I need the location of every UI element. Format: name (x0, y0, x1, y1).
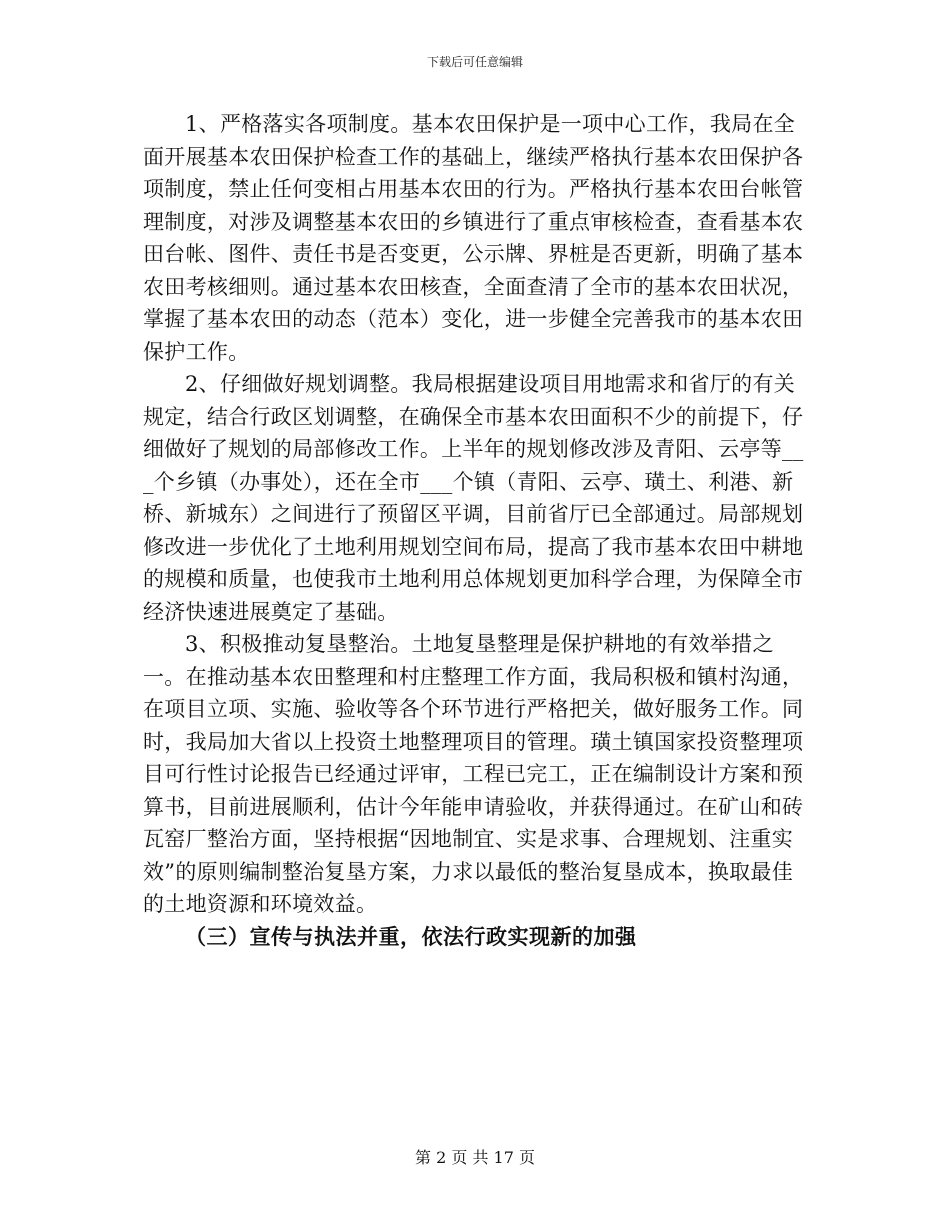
section-heading: （三）宣传与执法并重，依法行政实现新的加强 (185, 923, 637, 949)
document-body (143, 108, 808, 953)
paragraph-2: 2、仔细做好规划调整。我局根据建设项目用地需求和省厅的有关规定，结合行政区划调整，在确保全市基本农田面积不少的前提下，仔细做好了规划的局部修改工作。上半年的规划修改涉及青阳、云亭等___个乡镇（办事处），还在全市___个镇（青阳、云亭、璜土、利港、新桥、新城东）之间进行了预留区平调，目前省厅已全部通过。局部规划修改进一步优化了土地利用规划空间布局，提高了我市基本农田中耕地的规模和质量，也使我市土地利用总体规划更加科学合理，为保障全市经济快速进展奠定了基础。 (143, 372, 804, 624)
paragraph-1: 1、严格落实各项制度。基本农田保护是一项中心工作，我局在全面开展基本农田保护检查工作的基础上，继续严格执行基本农田保护各项制度，禁止任何变相占用基本农田的行为。严格执行基本农田台帐管理制度，对涉及调整基本农田的乡镇进行了重点审核检查，查看基本农田台帐、图件、责任书是否变更，公示牌、界桩是否更新，明确了基本农田考核细则。通过基本农田核查，全面查清了全市的基本农田状况，掌握了基本农田的动态（范本）变化，进一步健全完善我市的基本农田保护工作。 (143, 112, 804, 364)
page-footer: 第 2 页 共 17 页 (415, 1148, 535, 1167)
paragraph-3: 3、积极推动复垦整治。土地复垦整理是保护耕地的有效举措之一。在推动基本农田整理和村庄整理工作方面，我局积极和镇村沟通，在项目立项、实施、验收等各个环节进行严格把关，做好服务工作。同时，我局加大省以上投资土地整理项目的管理。璜土镇国家投资整理项目可行性讨论报告已经通过评审，工程已完工，正在编制设计方案和预算书，目前进展顺利，估计今年能申请验收，并获得通过。在矿山和砖瓦窑厂整治方面，坚持根据“因地制宜、实是求事、合理规划、注重实效”的原则编制整治复垦方案，力求以最低的整治复垦成本，换取最佳的土地资源和环境效益。 (143, 632, 804, 916)
page-header: 下载后可任意编辑 (426, 55, 523, 69)
